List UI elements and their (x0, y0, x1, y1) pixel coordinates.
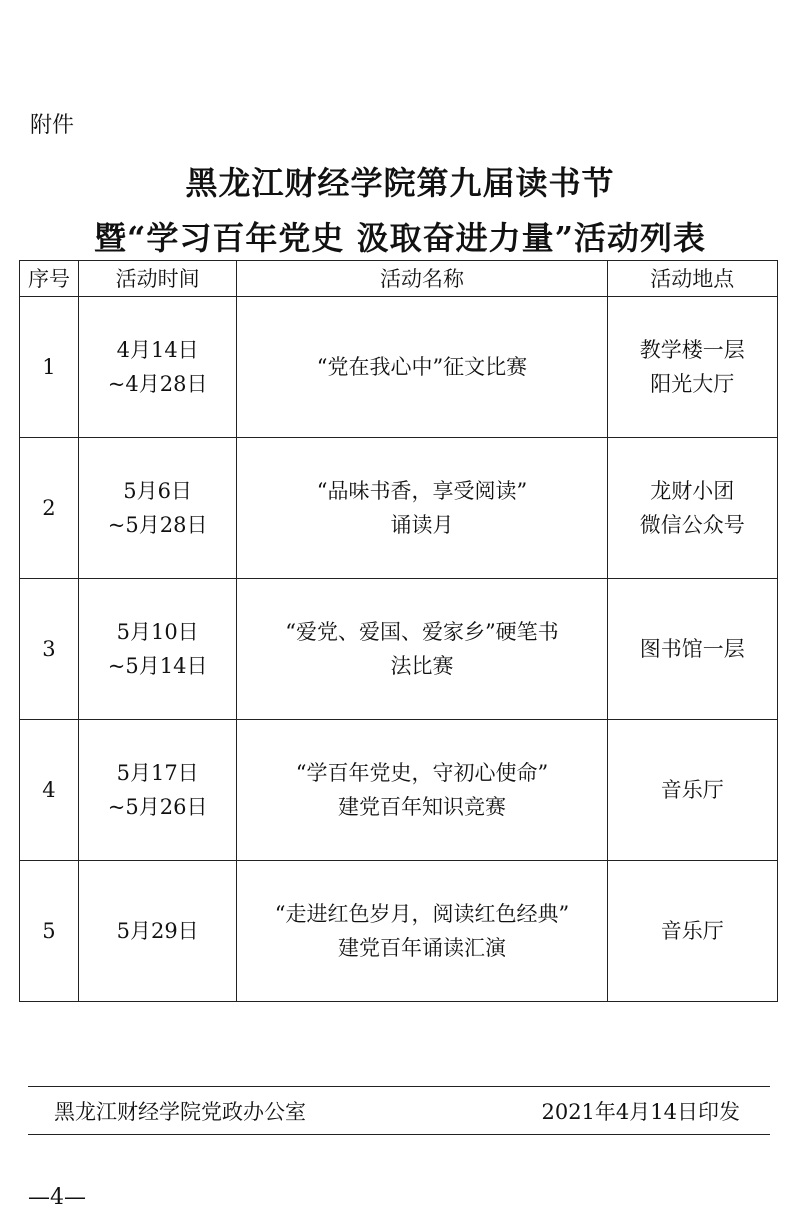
row-number: 3 (20, 579, 79, 720)
activity-place-line: 阳光大厅 (650, 372, 735, 396)
activity-time-start: 5月29日 (116, 919, 199, 943)
activity-name-line: “品味书香，享受阅读” (316, 479, 528, 503)
table-row (20, 438, 778, 579)
row-number: 5 (20, 861, 79, 1002)
activity-place-line: 微信公众号 (639, 513, 745, 537)
issue-date: 2021年4月14日印发 (541, 1100, 740, 1124)
activity-place-cell (607, 720, 777, 861)
table-row (20, 720, 778, 861)
activity-place-line: 教学楼一层 (639, 338, 745, 362)
activity-time-start: 4月14日 (116, 338, 199, 362)
activity-place-cell (607, 438, 777, 579)
attachment-label: 附件 (30, 113, 75, 138)
header-name: 活动名称 (237, 261, 607, 297)
activity-name-cell (237, 297, 607, 438)
activity-name-line: 建党百年知识竞赛 (337, 795, 506, 819)
activity-time-end: ~4月28日 (107, 372, 208, 396)
activity-place-cell (607, 297, 777, 438)
table-row (20, 579, 778, 720)
activity-time-cell (78, 720, 236, 861)
activity-table (19, 260, 778, 1002)
activity-name-cell (237, 861, 607, 1002)
activity-place-line: 音乐厅 (660, 919, 724, 943)
activity-time-cell (78, 861, 236, 1002)
activity-time-start: 5月17日 (116, 761, 199, 785)
activity-place-line: 音乐厅 (660, 778, 724, 802)
activity-name-cell (237, 438, 607, 579)
activity-time-end: ~5月14日 (107, 654, 208, 678)
header-time: 活动时间 (78, 261, 236, 297)
activity-time-end: ~5月28日 (107, 513, 208, 537)
activity-name-line: 建党百年诵读汇演 (337, 936, 506, 960)
activity-name-line: “学百年党史，守初心使命” (295, 761, 549, 785)
activity-time-cell (78, 438, 236, 579)
activity-time-cell (78, 579, 236, 720)
document-title: 黑龙江财经学院第九届读书节 (185, 164, 615, 202)
activity-name-line: “党在我心中”征文比赛 (316, 355, 528, 379)
header-place: 活动地点 (607, 261, 777, 297)
activity-name-cell (237, 579, 607, 720)
activity-time-end: ~5月26日 (107, 795, 208, 819)
activity-time-cell (78, 297, 236, 438)
row-number: 4 (20, 720, 79, 861)
issuing-office: 黑龙江财经学院党政办公室 (54, 1100, 306, 1124)
footer-divider-bottom (28, 1134, 770, 1135)
row-number: 2 (20, 438, 79, 579)
table-header-row (20, 261, 778, 297)
activity-name-line: “走进红色岁月，阅读红色经典” (274, 902, 570, 926)
header-number: 序号 (20, 261, 79, 297)
row-number: 1 (20, 297, 79, 438)
footer-divider-top (28, 1086, 770, 1087)
document-subtitle: 暨“学习百年党史 汲取奋进力量”活动列表 (94, 219, 706, 257)
table-row (20, 861, 778, 1002)
activity-name-line: 诵读月 (390, 513, 454, 537)
activity-place-line: 图书馆一层 (639, 637, 745, 661)
activity-place-cell (607, 579, 777, 720)
activity-table-container (19, 260, 778, 1002)
activity-place-line: 龙财小团 (650, 479, 735, 503)
activity-time-start: 5月6日 (123, 479, 193, 503)
activity-name-line: 法比赛 (390, 654, 454, 678)
activity-name-line: “爱党、爱国、爱家乡”硬笔书 (285, 620, 559, 644)
activity-name-cell (237, 720, 607, 861)
page-number: —4— (28, 1185, 86, 1210)
activity-time-start: 5月10日 (116, 620, 199, 644)
activity-place-cell (607, 861, 777, 1002)
table-row (20, 297, 778, 438)
